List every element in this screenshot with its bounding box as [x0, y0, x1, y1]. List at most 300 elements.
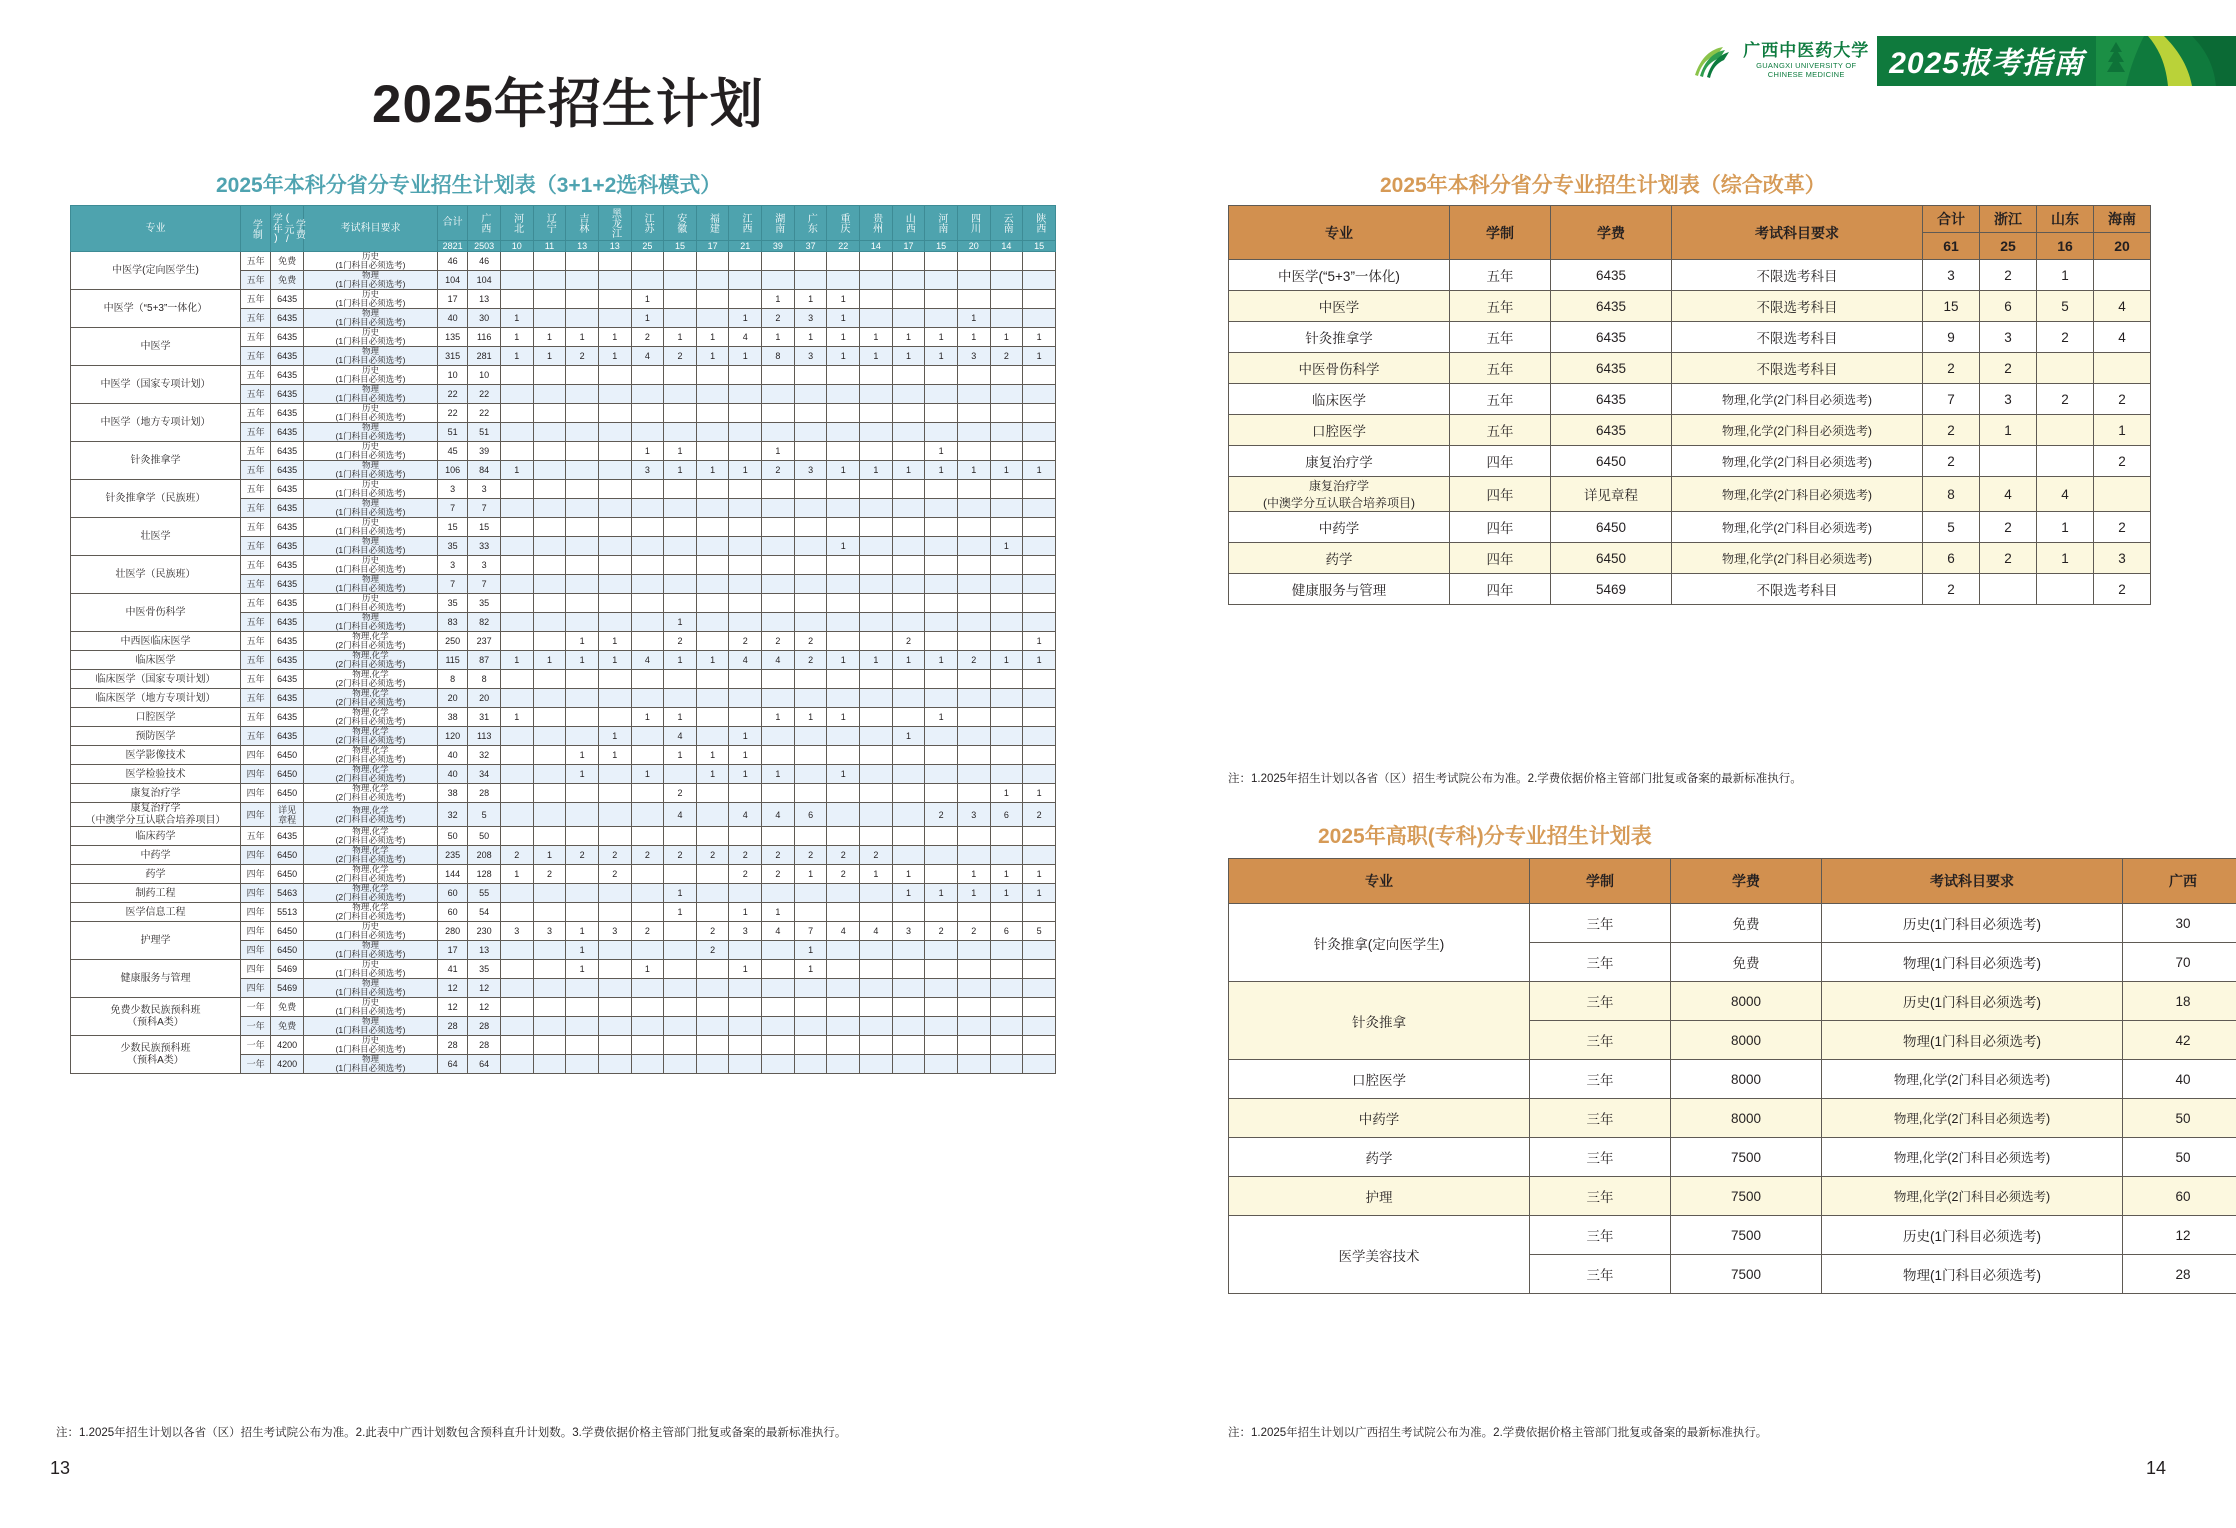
- cell-subject: 物理 (1门科目必须选考): [304, 613, 438, 632]
- cell-province-value: [794, 252, 827, 271]
- cell-tuition: 6435: [271, 632, 304, 651]
- cell-province-value: 2: [1980, 543, 2037, 574]
- cell-province-value: [762, 1017, 795, 1036]
- cell-subject: 物理,化学 (2门科目必须选考): [304, 651, 438, 670]
- cell-province-value: 1: [533, 846, 566, 865]
- cell-province-value: [892, 537, 925, 556]
- cell-province-value: [794, 404, 827, 423]
- cell-province-value: [925, 632, 958, 651]
- cell-province-value: [696, 575, 729, 594]
- total-河南: 15: [925, 241, 958, 252]
- cell-province-value: [827, 594, 860, 613]
- cell-province-value: [729, 689, 762, 708]
- cell-province-value: 6: [1980, 291, 2037, 322]
- cell-province-value: [533, 556, 566, 575]
- cell-province-value: [762, 366, 795, 385]
- logo-chinese-name: 广西中医药大学: [1743, 41, 1870, 61]
- cell-province-value: [696, 442, 729, 461]
- cell-province-value: [664, 594, 697, 613]
- table-row: [71, 442, 1056, 461]
- cell-province-value: [925, 998, 958, 1017]
- cell-province-value: [566, 670, 599, 689]
- cell-province-value: [566, 404, 599, 423]
- cell-province-value: [925, 1055, 958, 1074]
- left-plan-table: [70, 205, 1056, 1074]
- cell-province-value: [566, 1017, 599, 1036]
- table-row: [1229, 543, 2151, 574]
- cell-subject: 物理,化学 (2门科目必须选考): [304, 708, 438, 727]
- cell-total: 250: [437, 632, 467, 651]
- cell-province-value: [696, 727, 729, 746]
- col-province-河南: 河南: [925, 206, 958, 241]
- cell-province-value: [631, 670, 664, 689]
- cell-province-value: [957, 385, 990, 404]
- cell-province-value: [696, 979, 729, 998]
- cell-tuition: 6435: [271, 309, 304, 328]
- cell-province-value: [533, 594, 566, 613]
- cell-province-value: 7: [1923, 384, 1980, 415]
- cell-total: 83: [437, 613, 467, 632]
- cell-province-value: [664, 865, 697, 884]
- cell-province-value: 8: [762, 347, 795, 366]
- cell-province-value: [860, 689, 893, 708]
- cell-province-value: 20: [468, 689, 501, 708]
- cell-province-value: [762, 827, 795, 846]
- table-row: [71, 328, 1056, 347]
- cell-province-value: [925, 1036, 958, 1055]
- cell-subject: 物理,化学 (2门科目必须选考): [304, 632, 438, 651]
- cell-province-value: [729, 575, 762, 594]
- cell-province-value: [533, 480, 566, 499]
- cell-province-value: 2: [925, 803, 958, 827]
- cell-province-value: [500, 998, 533, 1017]
- cell-tuition: 6435: [271, 575, 304, 594]
- cell-subject: 物理 (1门科目必须选考): [304, 309, 438, 328]
- cell-province-value: [500, 404, 533, 423]
- table-row: [1229, 1138, 2236, 1177]
- col-province-辽宁: 辽宁: [533, 206, 566, 241]
- cell-tuition: 7500: [1671, 1255, 1822, 1294]
- cell-province-value: 2: [2094, 384, 2151, 415]
- cell-province-value: [500, 803, 533, 827]
- cell-province-value: [696, 499, 729, 518]
- cell-province-value: [696, 518, 729, 537]
- table-row: [1229, 982, 2236, 1021]
- cell-system: 五年: [240, 347, 270, 366]
- cell-province-value: [566, 423, 599, 442]
- cell-province-value: [990, 670, 1023, 689]
- cell-province-value: 1: [925, 884, 958, 903]
- cell-province-value: [860, 594, 893, 613]
- cell-province-value: [860, 1017, 893, 1036]
- cell-province-value: [925, 903, 958, 922]
- cell-province-value: [794, 689, 827, 708]
- cell-subject: 历史 (1门科目必须选考): [304, 442, 438, 461]
- right-table-2-title: 2025年高职(专科)分专业招生计划表: [1318, 825, 1652, 848]
- table-row: [1229, 477, 2151, 512]
- cell-province-value: [500, 632, 533, 651]
- cell-tuition: 6435: [271, 537, 304, 556]
- cell-province-value: [990, 998, 1023, 1017]
- cell-province-value: [533, 404, 566, 423]
- cell-province-value: [696, 290, 729, 309]
- cell-subject: 历史 (1门科目必须选考): [304, 594, 438, 613]
- table-row: [1229, 415, 2151, 446]
- cell-province-value: 2: [762, 309, 795, 328]
- cell-province-value: 2: [990, 347, 1023, 366]
- cell-province-value: [533, 708, 566, 727]
- cell-major: 中医学（“5+3”一体化）: [71, 290, 241, 328]
- cell-province-value: [566, 827, 599, 846]
- cell-major: 护理学: [71, 922, 241, 960]
- cell-province-value: [925, 423, 958, 442]
- cell-province-value: [892, 290, 925, 309]
- cell-province-value: [533, 670, 566, 689]
- cell-province-value: [794, 765, 827, 784]
- cell-province-value: 1: [729, 461, 762, 480]
- cell-province-value: [925, 941, 958, 960]
- cell-province-value: [957, 1017, 990, 1036]
- cell-major: 康复治疗学 （中澳学分互认联合培养项目）: [71, 803, 241, 827]
- cell-province-value: 32: [468, 746, 501, 765]
- cell-province-value: [827, 1017, 860, 1036]
- cell-province-value: [925, 537, 958, 556]
- cell-province-value: [794, 727, 827, 746]
- cell-tuition: 详见 章程: [271, 803, 304, 827]
- total-江苏: 25: [631, 241, 664, 252]
- cell-province-value: [598, 366, 631, 385]
- cell-province-value: 1: [598, 746, 631, 765]
- cell-province-value: [631, 1017, 664, 1036]
- cell-province-value: [566, 884, 599, 903]
- table-row: [71, 765, 1056, 784]
- cell-province-value: [664, 423, 697, 442]
- cell-province-value: [696, 1055, 729, 1074]
- table-row: [1229, 260, 2151, 291]
- cell-province-value: [696, 998, 729, 1017]
- cell-system: 五年: [240, 518, 270, 537]
- cell-province-value: [1023, 518, 1056, 537]
- cell-province-value: 1: [1023, 328, 1056, 347]
- cell-province-value: [827, 632, 860, 651]
- cell-province-value: [827, 979, 860, 998]
- cell-tuition: 6435: [271, 366, 304, 385]
- cell-province-value: [500, 480, 533, 499]
- cell-province-value: [533, 960, 566, 979]
- cell-province-value: [990, 271, 1023, 290]
- cell-province-value: [827, 575, 860, 594]
- cell-major: 中药学: [71, 846, 241, 865]
- r1-total-合计: 61: [1923, 233, 1980, 260]
- cell-province-value: [500, 575, 533, 594]
- cell-province-value: 1: [598, 727, 631, 746]
- cell-province-value: [598, 765, 631, 784]
- cell-major: 护理: [1229, 1177, 1530, 1216]
- cell-major: 针灸推拿(定向医学生): [1229, 904, 1530, 982]
- cell-province-value: [860, 518, 893, 537]
- cell-province-value: [729, 1017, 762, 1036]
- cell-province-value: [696, 884, 729, 903]
- cell-province-value: [925, 594, 958, 613]
- table-row: [71, 884, 1056, 903]
- table-row: [1229, 512, 2151, 543]
- cell-province-value: 2: [2037, 384, 2094, 415]
- left-table-title: 2025年本科分省分专业招生计划表（3+1+2选科模式）: [216, 174, 722, 197]
- cell-province-value: [696, 1036, 729, 1055]
- cell-province-value: [925, 746, 958, 765]
- cell-subject: 历史 (1门科目必须选考): [304, 518, 438, 537]
- cell-province-value: [827, 366, 860, 385]
- cell-province-value: [696, 865, 729, 884]
- cell-system: 四年: [240, 922, 270, 941]
- cell-province-value: [631, 979, 664, 998]
- cell-province-value: 2: [827, 846, 860, 865]
- cell-province-value: [827, 746, 860, 765]
- cell-system: 四年: [240, 846, 270, 865]
- cell-province-value: 1: [696, 651, 729, 670]
- cell-province-value: [892, 903, 925, 922]
- cell-province-value: [762, 404, 795, 423]
- table-row: [1229, 322, 2151, 353]
- cell-province-value: [827, 271, 860, 290]
- cell-province-value: [762, 537, 795, 556]
- cell-province-value: [598, 442, 631, 461]
- r1-body: [1229, 260, 2151, 605]
- cell-province-value: 1: [1023, 884, 1056, 903]
- cell-province-value: 1: [990, 784, 1023, 803]
- cell-province-value: 1: [990, 884, 1023, 903]
- cell-province-value: 1: [925, 442, 958, 461]
- cell-province-value: 1: [925, 461, 958, 480]
- cell-system: 五年: [240, 385, 270, 404]
- cell-province-value: 1: [566, 941, 599, 960]
- cell-tuition: 6435: [271, 518, 304, 537]
- cell-province-value: 2: [696, 846, 729, 865]
- right-plan-table-2: [1228, 858, 2236, 1294]
- cell-tuition: 6450: [271, 922, 304, 941]
- cell-province-value: 5: [2037, 291, 2094, 322]
- cell-province-value: [762, 670, 795, 689]
- cell-province-value: [762, 998, 795, 1017]
- right-table-1-note: 注：1.2025年招生计划以各省（区）招生考试院公布为准。2.学费依据价格主管部门批复或备案的最新标准执行。: [1228, 773, 1802, 785]
- cell-province-value: [892, 252, 925, 271]
- cell-province-value: 2: [598, 865, 631, 884]
- cell-province-value: 3: [468, 556, 501, 575]
- cell-province-value: [598, 518, 631, 537]
- cell-province-value: 2: [696, 922, 729, 941]
- cell-province-value: 1: [729, 309, 762, 328]
- cell-province-value: [990, 765, 1023, 784]
- cell-province-value: [533, 271, 566, 290]
- left-plan-table-container: [70, 205, 1056, 1074]
- cell-province-value: [925, 727, 958, 746]
- cell-province-value: 1: [533, 328, 566, 347]
- cell-province-value: 1: [500, 708, 533, 727]
- cell-province-value: 1: [664, 746, 697, 765]
- cell-subject: 物理,化学(2门科目必须选考): [1672, 384, 1923, 415]
- cell-province-value: [2037, 574, 2094, 605]
- cell-province-value: 28: [468, 1017, 501, 1036]
- cell-province-value: [533, 1055, 566, 1074]
- r1-head-row-1: [1229, 206, 2151, 233]
- cell-province-value: 1: [990, 651, 1023, 670]
- cell-province-value: 1: [500, 461, 533, 480]
- cell-subject: 物理 (1门科目必须选考): [304, 537, 438, 556]
- cell-province-value: [990, 846, 1023, 865]
- cell-subject: 物理,化学 (2门科目必须选考): [304, 746, 438, 765]
- cell-province-value: [566, 784, 599, 803]
- cell-province-value: [1023, 941, 1056, 960]
- cell-tuition: 6435: [271, 594, 304, 613]
- cell-province-value: [925, 480, 958, 499]
- cell-province-value: 2: [500, 846, 533, 865]
- cell-subject: 不限选考科目: [1672, 260, 1923, 291]
- cell-province-value: [729, 537, 762, 556]
- cell-system: 三年: [1530, 904, 1671, 943]
- cell-system: 一年: [240, 1036, 270, 1055]
- cell-tuition: 6435: [271, 499, 304, 518]
- cell-major: 中医学（地方专项计划）: [71, 404, 241, 442]
- table-row: [71, 480, 1056, 499]
- cell-province-value: [729, 366, 762, 385]
- col-province-贵州: 贵州: [860, 206, 893, 241]
- cell-province-value: 1: [729, 727, 762, 746]
- cell-province-value: 2: [762, 846, 795, 865]
- cell-province-value: 1: [827, 290, 860, 309]
- cell-province-value: 2: [664, 784, 697, 803]
- cell-province-value: [566, 385, 599, 404]
- table-row: [71, 252, 1056, 271]
- cell-province-value: [957, 784, 990, 803]
- cell-tuition: 6435: [271, 613, 304, 632]
- cell-province-value: [860, 499, 893, 518]
- cell-province-value: [631, 575, 664, 594]
- cell-province-value: [925, 670, 958, 689]
- cell-total: 104: [437, 271, 467, 290]
- cell-province-value: [957, 556, 990, 575]
- cell-province-value: [729, 480, 762, 499]
- r1-total-山东: 16: [2037, 233, 2094, 260]
- cell-province-value: [794, 499, 827, 518]
- cell-province-value: [860, 271, 893, 290]
- cell-major: 康复治疗学: [1229, 446, 1450, 477]
- cell-province-value: [566, 708, 599, 727]
- cell-province-value: [566, 979, 599, 998]
- decorative-graphic: [2096, 36, 2236, 86]
- cell-province-value: 39: [468, 442, 501, 461]
- cell-province-value: [990, 385, 1023, 404]
- cell-province-value: [1023, 708, 1056, 727]
- cell-system: 五年: [240, 537, 270, 556]
- cell-province-value: [925, 575, 958, 594]
- cell-province-value: 4: [2094, 291, 2151, 322]
- cell-province-value: 1: [827, 461, 860, 480]
- cell-province-value: [925, 689, 958, 708]
- cell-total: 280: [437, 922, 467, 941]
- cell-province-value: [1023, 385, 1056, 404]
- cell-total: 46: [437, 252, 467, 271]
- cell-province-value: 1: [794, 708, 827, 727]
- cell-province-value: 4: [631, 347, 664, 366]
- cell-province-value: [957, 1055, 990, 1074]
- cell-province-value: 1: [892, 727, 925, 746]
- cell-province-value: [533, 309, 566, 328]
- total-四川: 20: [957, 241, 990, 252]
- cell-province-value: [566, 903, 599, 922]
- cell-major: 壮医学: [71, 518, 241, 556]
- cell-province-value: 1: [566, 765, 599, 784]
- cell-province-value: 3: [500, 922, 533, 941]
- cell-subject: 历史 (1门科目必须选考): [304, 328, 438, 347]
- cell-province-value: [794, 670, 827, 689]
- cell-province-value: 1: [598, 651, 631, 670]
- cell-province-value: [860, 309, 893, 328]
- cell-province-value: [729, 423, 762, 442]
- cell-province-value: [566, 998, 599, 1017]
- cell-subject: 不限选考科目: [1672, 291, 1923, 322]
- cell-province-value: 1: [664, 708, 697, 727]
- cell-province-value: [990, 1036, 1023, 1055]
- table-row: [71, 998, 1056, 1017]
- cell-province-value: [957, 903, 990, 922]
- cell-province-value: [729, 979, 762, 998]
- cell-major: 中医学: [1229, 291, 1450, 322]
- cell-system: 五年: [240, 613, 270, 632]
- cell-province-value: 1: [500, 309, 533, 328]
- cell-province-value: [696, 903, 729, 922]
- cell-subject: 历史 (1门科目必须选考): [304, 556, 438, 575]
- cell-total: 28: [437, 1036, 467, 1055]
- cell-province-value: 50: [468, 827, 501, 846]
- cell-tuition: 5469: [271, 960, 304, 979]
- cell-province-value: 2: [892, 632, 925, 651]
- cell-subject: 物理,化学(2门科目必须选考): [1822, 1177, 2123, 1216]
- cell-province-value: [860, 708, 893, 727]
- cell-province-value: 2: [925, 922, 958, 941]
- cell-tuition: 6435: [1551, 322, 1672, 353]
- cell-province-value: [925, 252, 958, 271]
- cell-province-value: 7: [794, 922, 827, 941]
- cell-province-value: 1: [566, 651, 599, 670]
- cell-province-value: 2: [1923, 446, 1980, 477]
- cell-province-value: 1: [925, 651, 958, 670]
- cell-subject: 物理 (1门科目必须选考): [304, 271, 438, 290]
- brand-bar: [1236, 36, 2236, 86]
- cell-system: 五年: [240, 556, 270, 575]
- cell-province-value: [566, 309, 599, 328]
- cell-province-value: [566, 499, 599, 518]
- cell-province-value: 1: [566, 960, 599, 979]
- r2-col-province: 广西: [2123, 859, 2236, 904]
- cell-major: 针灸推拿学（民族班）: [71, 480, 241, 518]
- cell-province-value: [664, 1036, 697, 1055]
- table-row: [71, 366, 1056, 385]
- cell-province-value: 5: [468, 803, 501, 827]
- cell-province-value: [631, 480, 664, 499]
- cell-province-value: [533, 689, 566, 708]
- cell-province-value: [794, 1017, 827, 1036]
- cell-tuition: 4200: [271, 1036, 304, 1055]
- cell-province-value: 28: [2123, 1255, 2236, 1294]
- cell-province-value: 2: [566, 347, 599, 366]
- cell-province-value: 2: [631, 922, 664, 941]
- cell-major: 口腔医学: [71, 708, 241, 727]
- cell-province-value: 7: [468, 575, 501, 594]
- cell-province-value: [794, 518, 827, 537]
- cell-province-value: 1: [794, 290, 827, 309]
- cell-province-value: [696, 1017, 729, 1036]
- cell-province-value: [990, 827, 1023, 846]
